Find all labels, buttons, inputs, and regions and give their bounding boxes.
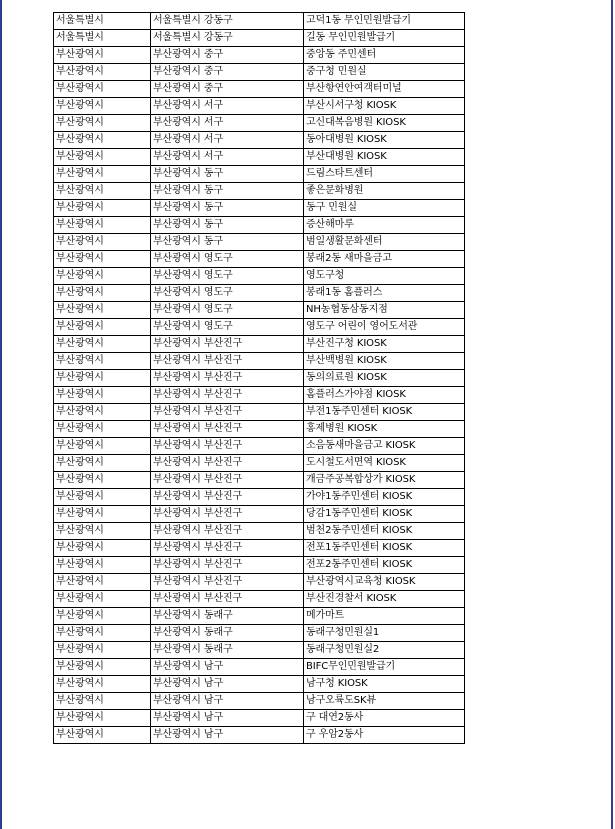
city-cell: 부산광역시 bbox=[54, 302, 151, 319]
location-cell: 고신대복음병원 KIOSK bbox=[304, 115, 465, 132]
city-cell: 부산광역시 bbox=[54, 132, 151, 149]
district-cell: 부산광역시 중구 bbox=[151, 81, 304, 98]
city-cell: 부산광역시 bbox=[54, 455, 151, 472]
location-cell: 좋은문화병원 bbox=[304, 183, 465, 200]
district-cell: 부산광역시 동구 bbox=[151, 166, 304, 183]
location-cell: 구 대연2동사 bbox=[304, 710, 465, 727]
table-row bbox=[54, 183, 465, 200]
location-cell: BIFC무인민원발급기 bbox=[304, 659, 465, 676]
city-cell: 부산광역시 bbox=[54, 200, 151, 217]
district-cell: 부산광역시 동구 bbox=[151, 200, 304, 217]
table-row bbox=[54, 591, 465, 608]
table-row bbox=[54, 47, 465, 64]
table-row bbox=[54, 115, 465, 132]
city-cell: 부산광역시 bbox=[54, 370, 151, 387]
table-row bbox=[54, 302, 465, 319]
table-row bbox=[54, 370, 465, 387]
city-cell: 부산광역시 bbox=[54, 557, 151, 574]
table-row bbox=[54, 285, 465, 302]
district-cell: 부산광역시 부산진구 bbox=[151, 489, 304, 506]
city-cell: 부산광역시 bbox=[54, 523, 151, 540]
location-cell: 부산시서구청 KIOSK bbox=[304, 98, 465, 115]
district-cell: 부산광역시 부산진구 bbox=[151, 523, 304, 540]
city-cell: 부산광역시 bbox=[54, 693, 151, 710]
location-cell: 영도구 어린이 영어도서관 bbox=[304, 319, 465, 336]
location-cell: 부산항연안여객터미널 bbox=[304, 81, 465, 98]
district-cell: 부산광역시 부산진구 bbox=[151, 387, 304, 404]
district-cell: 부산광역시 부산진구 bbox=[151, 540, 304, 557]
district-cell: 부산광역시 중구 bbox=[151, 47, 304, 64]
city-cell: 부산광역시 bbox=[54, 540, 151, 557]
location-cell: 영도구청 bbox=[304, 268, 465, 285]
location-cell: 전포1동주민센터 KIOSK bbox=[304, 540, 465, 557]
location-cell: 메가마트 bbox=[304, 608, 465, 625]
city-cell: 부산광역시 bbox=[54, 285, 151, 302]
location-cell: 남구오륙도SK뷰 bbox=[304, 693, 465, 710]
district-cell: 부산광역시 동구 bbox=[151, 217, 304, 234]
table-row bbox=[54, 455, 465, 472]
city-cell: 부산광역시 bbox=[54, 727, 151, 744]
table-row bbox=[54, 98, 465, 115]
district-cell: 부산광역시 부산진구 bbox=[151, 353, 304, 370]
city-cell: 서울특별시 bbox=[54, 30, 151, 47]
city-cell: 부산광역시 bbox=[54, 47, 151, 64]
district-cell: 부산광역시 중구 bbox=[151, 64, 304, 81]
city-cell: 부산광역시 bbox=[54, 217, 151, 234]
city-cell: 부산광역시 bbox=[54, 234, 151, 251]
city-cell: 부산광역시 bbox=[54, 81, 151, 98]
city-cell: 부산광역시 bbox=[54, 710, 151, 727]
location-cell: 동래구청민원실2 bbox=[304, 642, 465, 659]
table-row bbox=[54, 710, 465, 727]
city-cell: 부산광역시 bbox=[54, 98, 151, 115]
location-cell: 부산광역시교육청 KIOSK bbox=[304, 574, 465, 591]
location-cell: 봉래1동 홈플러스 bbox=[304, 285, 465, 302]
table-row bbox=[54, 353, 465, 370]
table-row bbox=[54, 727, 465, 744]
location-cell: 동의의료원 KIOSK bbox=[304, 370, 465, 387]
location-cell: 전포2동주민센터 KIOSK bbox=[304, 557, 465, 574]
district-cell: 부산광역시 동구 bbox=[151, 234, 304, 251]
district-cell: 부산광역시 부산진구 bbox=[151, 404, 304, 421]
district-cell: 부산광역시 부산진구 bbox=[151, 557, 304, 574]
city-cell: 부산광역시 bbox=[54, 149, 151, 166]
location-cell: 홈플러스가야점 KIOSK bbox=[304, 387, 465, 404]
district-cell: 부산광역시 부산진구 bbox=[151, 438, 304, 455]
district-cell: 부산광역시 부산진구 bbox=[151, 574, 304, 591]
location-cell: 홍제병원 KIOSK bbox=[304, 421, 465, 438]
table-row bbox=[54, 421, 465, 438]
city-cell: 부산광역시 bbox=[54, 438, 151, 455]
city-cell: 부산광역시 bbox=[54, 608, 151, 625]
district-cell: 부산광역시 부산진구 bbox=[151, 472, 304, 489]
city-cell: 부산광역시 bbox=[54, 574, 151, 591]
district-cell: 부산광역시 서구 bbox=[151, 98, 304, 115]
district-cell: 부산광역시 영도구 bbox=[151, 319, 304, 336]
city-cell: 부산광역시 bbox=[54, 353, 151, 370]
district-cell: 부산광역시 영도구 bbox=[151, 251, 304, 268]
location-cell: 범일생활문화센터 bbox=[304, 234, 465, 251]
table-row bbox=[54, 693, 465, 710]
district-cell: 부산광역시 동래구 bbox=[151, 625, 304, 642]
location-cell: NH농협동삼동지점 bbox=[304, 302, 465, 319]
district-cell: 부산광역시 부산진구 bbox=[151, 591, 304, 608]
district-cell: 부산광역시 동구 bbox=[151, 183, 304, 200]
city-cell: 부산광역시 bbox=[54, 183, 151, 200]
district-cell: 서울특별시 강동구 bbox=[151, 30, 304, 47]
table-row bbox=[54, 523, 465, 540]
location-cell: 부전1동주민센터 KIOSK bbox=[304, 404, 465, 421]
location-cell: 구 우암2동사 bbox=[304, 727, 465, 744]
table-row bbox=[54, 659, 465, 676]
table-row bbox=[54, 676, 465, 693]
district-cell: 부산광역시 남구 bbox=[151, 727, 304, 744]
table-row bbox=[54, 489, 465, 506]
table-row bbox=[54, 557, 465, 574]
city-cell: 부산광역시 bbox=[54, 115, 151, 132]
table-row bbox=[54, 404, 465, 421]
location-cell: 드림스타트센터 bbox=[304, 166, 465, 183]
district-cell: 부산광역시 서구 bbox=[151, 149, 304, 166]
city-cell: 부산광역시 bbox=[54, 268, 151, 285]
table-row bbox=[54, 132, 465, 149]
location-cell: 동구 민원실 bbox=[304, 200, 465, 217]
city-cell: 부산광역시 bbox=[54, 676, 151, 693]
kiosk-location-table bbox=[53, 12, 465, 744]
table-row bbox=[54, 268, 465, 285]
city-cell: 부산광역시 bbox=[54, 625, 151, 642]
table-row bbox=[54, 217, 465, 234]
location-cell: 증산해마루 bbox=[304, 217, 465, 234]
table-row bbox=[54, 149, 465, 166]
city-cell: 부산광역시 bbox=[54, 421, 151, 438]
location-cell: 길동 무인민원발급기 bbox=[304, 30, 465, 47]
table-row bbox=[54, 625, 465, 642]
district-cell: 부산광역시 남구 bbox=[151, 710, 304, 727]
table-row bbox=[54, 540, 465, 557]
table-row bbox=[54, 472, 465, 489]
location-cell: 가야1동주민센터 KIOSK bbox=[304, 489, 465, 506]
city-cell: 부산광역시 bbox=[54, 404, 151, 421]
location-cell: 부산진구청 KIOSK bbox=[304, 336, 465, 353]
city-cell: 부산광역시 bbox=[54, 166, 151, 183]
location-cell: 봉래2동 새마을금고 bbox=[304, 251, 465, 268]
district-cell: 부산광역시 영도구 bbox=[151, 268, 304, 285]
location-cell: 부산진경찰서 KIOSK bbox=[304, 591, 465, 608]
district-cell: 부산광역시 부산진구 bbox=[151, 506, 304, 523]
city-cell: 부산광역시 bbox=[54, 336, 151, 353]
city-cell: 부산광역시 bbox=[54, 472, 151, 489]
city-cell: 부산광역시 bbox=[54, 659, 151, 676]
location-cell: 중앙동 주민센터 bbox=[304, 47, 465, 64]
district-cell: 부산광역시 서구 bbox=[151, 115, 304, 132]
table-row bbox=[54, 574, 465, 591]
location-cell: 동래구청민원실1 bbox=[304, 625, 465, 642]
location-cell: 당감1동주민센터 KIOSK bbox=[304, 506, 465, 523]
location-cell: 중구청 민원실 bbox=[304, 64, 465, 81]
location-cell: 고덕1동 무인민원발급기 bbox=[304, 13, 465, 30]
location-cell: 도시철도서면역 KIOSK bbox=[304, 455, 465, 472]
location-cell: 개금주공복합상가 KIOSK bbox=[304, 472, 465, 489]
district-cell: 부산광역시 남구 bbox=[151, 676, 304, 693]
district-cell: 부산광역시 남구 bbox=[151, 693, 304, 710]
city-cell: 서울특별시 bbox=[54, 13, 151, 30]
table-row bbox=[54, 64, 465, 81]
table-row bbox=[54, 336, 465, 353]
district-cell: 부산광역시 영도구 bbox=[151, 302, 304, 319]
table-row bbox=[54, 608, 465, 625]
location-cell: 범천2동주민센터 KIOSK bbox=[304, 523, 465, 540]
city-cell: 부산광역시 bbox=[54, 489, 151, 506]
district-cell: 부산광역시 남구 bbox=[151, 659, 304, 676]
district-cell: 부산광역시 동래구 bbox=[151, 642, 304, 659]
table-row bbox=[54, 438, 465, 455]
district-cell: 부산광역시 부산진구 bbox=[151, 421, 304, 438]
table-row bbox=[54, 642, 465, 659]
location-cell: 동아대병원 KIOSK bbox=[304, 132, 465, 149]
table-row bbox=[54, 234, 465, 251]
page-edge-left bbox=[0, 0, 2, 829]
district-cell: 부산광역시 부산진구 bbox=[151, 370, 304, 387]
district-cell: 서울특별시 강동구 bbox=[151, 13, 304, 30]
city-cell: 부산광역시 bbox=[54, 387, 151, 404]
table-row bbox=[54, 166, 465, 183]
location-cell: 부산백병원 KIOSK bbox=[304, 353, 465, 370]
location-cell: 부산대병원 KIOSK bbox=[304, 149, 465, 166]
table-row bbox=[54, 319, 465, 336]
district-cell: 부산광역시 부산진구 bbox=[151, 455, 304, 472]
district-cell: 부산광역시 부산진구 bbox=[151, 336, 304, 353]
city-cell: 부산광역시 bbox=[54, 506, 151, 523]
table-row bbox=[54, 13, 465, 30]
district-cell: 부산광역시 동래구 bbox=[151, 608, 304, 625]
table-body bbox=[54, 13, 465, 744]
location-cell: 소음동새마을금고 KIOSK bbox=[304, 438, 465, 455]
district-cell: 부산광역시 서구 bbox=[151, 132, 304, 149]
city-cell: 부산광역시 bbox=[54, 319, 151, 336]
table-row bbox=[54, 30, 465, 47]
table-row bbox=[54, 251, 465, 268]
city-cell: 부산광역시 bbox=[54, 251, 151, 268]
table-row bbox=[54, 200, 465, 217]
city-cell: 부산광역시 bbox=[54, 64, 151, 81]
page-edge-right bbox=[611, 0, 613, 829]
district-cell: 부산광역시 영도구 bbox=[151, 285, 304, 302]
city-cell: 부산광역시 bbox=[54, 642, 151, 659]
table-row bbox=[54, 506, 465, 523]
city-cell: 부산광역시 bbox=[54, 591, 151, 608]
table-row bbox=[54, 81, 465, 98]
location-cell: 남구청 KIOSK bbox=[304, 676, 465, 693]
table-row bbox=[54, 387, 465, 404]
